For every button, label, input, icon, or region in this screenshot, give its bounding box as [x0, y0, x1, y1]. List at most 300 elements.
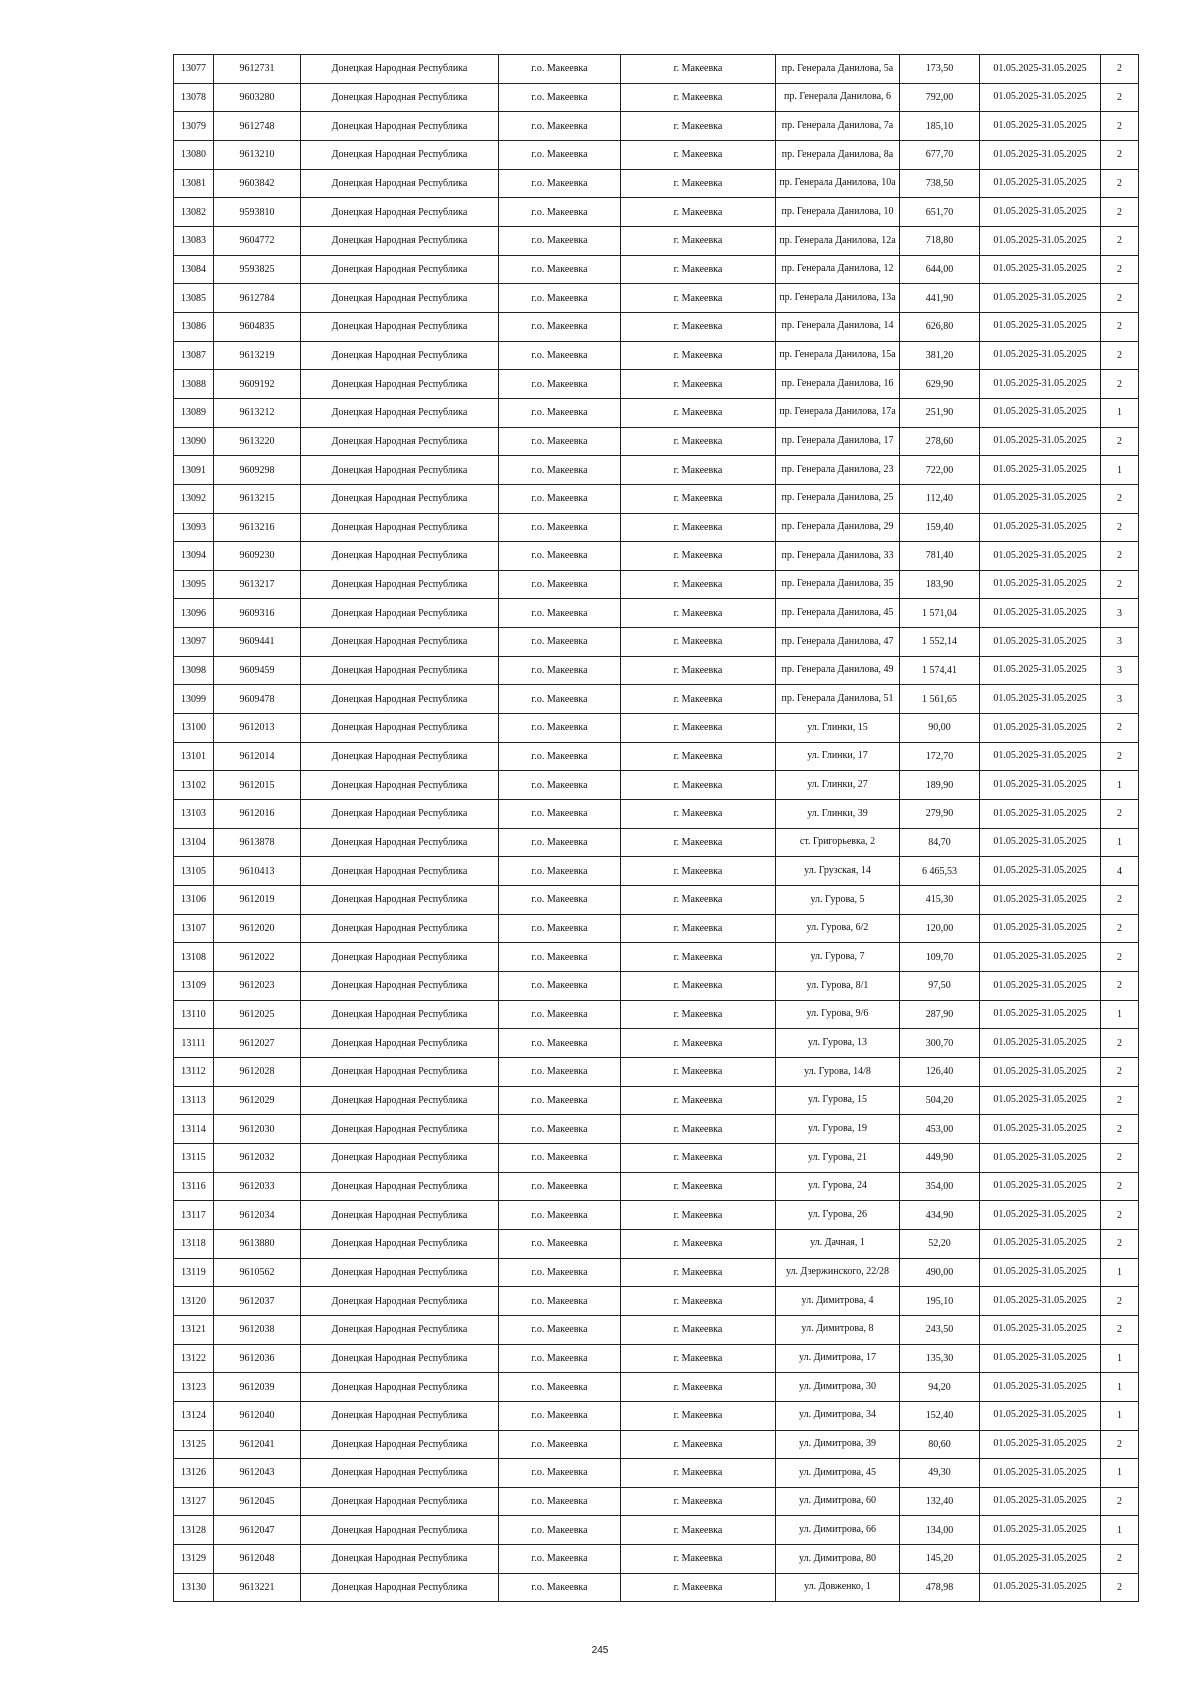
object-id-cell: 9612043 [214, 1459, 301, 1488]
table-row [174, 112, 1139, 141]
area-cell: 97,50 [900, 972, 980, 1001]
address-cell: ул. Дачная, 1 [776, 1229, 900, 1258]
address-cell: пр. Генерала Данилова, 49 [776, 656, 900, 685]
area-cell: 738,50 [900, 169, 980, 198]
region-cell: Донецкая Народная Республика [301, 857, 499, 886]
district-cell: г.о. Макеевка [499, 1172, 621, 1201]
category-cell: 2 [1101, 1201, 1139, 1230]
district-cell: г.о. Макеевка [499, 542, 621, 571]
row-number-cell: 13102 [174, 771, 214, 800]
city-cell: г. Макеевка [621, 828, 776, 857]
period-cell: 01.05.2025-31.05.2025 [980, 1000, 1101, 1029]
address-cell: пр. Генерала Данилова, 16 [776, 370, 900, 399]
area-cell: 135,30 [900, 1344, 980, 1373]
district-cell: г.о. Макеевка [499, 1057, 621, 1086]
table-row [174, 1373, 1139, 1402]
district-cell: г.о. Макеевка [499, 398, 621, 427]
registry-table [173, 54, 1139, 1602]
period-cell: 01.05.2025-31.05.2025 [980, 1029, 1101, 1058]
address-cell: пр. Генерала Данилова, 45 [776, 599, 900, 628]
row-number-cell: 13084 [174, 255, 214, 284]
row-number-cell: 13103 [174, 800, 214, 829]
region-cell: Донецкая Народная Республика [301, 1258, 499, 1287]
district-cell: г.о. Макеевка [499, 857, 621, 886]
category-cell: 1 [1101, 1344, 1139, 1373]
region-cell: Донецкая Народная Республика [301, 255, 499, 284]
period-cell: 01.05.2025-31.05.2025 [980, 1115, 1101, 1144]
region-cell: Донецкая Народная Республика [301, 513, 499, 542]
table-row [174, 570, 1139, 599]
address-cell: ул. Димитрова, 17 [776, 1344, 900, 1373]
table-row [174, 914, 1139, 943]
category-cell: 2 [1101, 914, 1139, 943]
row-number-cell: 13121 [174, 1315, 214, 1344]
district-cell: г.о. Макеевка [499, 140, 621, 169]
region-cell: Донецкая Народная Республика [301, 284, 499, 313]
category-cell: 2 [1101, 226, 1139, 255]
object-id-cell: 9612022 [214, 943, 301, 972]
category-cell: 3 [1101, 656, 1139, 685]
city-cell: г. Макеевка [621, 112, 776, 141]
area-cell: 287,90 [900, 1000, 980, 1029]
district-cell: г.о. Макеевка [499, 226, 621, 255]
area-cell: 112,40 [900, 484, 980, 513]
table-row [174, 1143, 1139, 1172]
row-number-cell: 13117 [174, 1201, 214, 1230]
city-cell: г. Макеевка [621, 1143, 776, 1172]
object-id-cell: 9612033 [214, 1172, 301, 1201]
district-cell: г.о. Макеевка [499, 628, 621, 657]
city-cell: г. Макеевка [621, 1344, 776, 1373]
district-cell: г.о. Макеевка [499, 599, 621, 628]
city-cell: г. Макеевка [621, 656, 776, 685]
district-cell: г.о. Макеевка [499, 284, 621, 313]
area-cell: 626,80 [900, 312, 980, 341]
region-cell: Донецкая Народная Республика [301, 427, 499, 456]
district-cell: г.о. Макеевка [499, 800, 621, 829]
area-cell: 504,20 [900, 1086, 980, 1115]
table-row [174, 1516, 1139, 1545]
area-cell: 354,00 [900, 1172, 980, 1201]
region-cell: Донецкая Народная Республика [301, 914, 499, 943]
category-cell: 1 [1101, 771, 1139, 800]
row-number-cell: 13108 [174, 943, 214, 972]
city-cell: г. Макеевка [621, 800, 776, 829]
period-cell: 01.05.2025-31.05.2025 [980, 914, 1101, 943]
row-number-cell: 13118 [174, 1229, 214, 1258]
row-number-cell: 13109 [174, 972, 214, 1001]
table-row [174, 656, 1139, 685]
region-cell: Донецкая Народная Республика [301, 542, 499, 571]
row-number-cell: 13114 [174, 1115, 214, 1144]
district-cell: г.о. Макеевка [499, 427, 621, 456]
address-cell: ул. Глинки, 15 [776, 714, 900, 743]
district-cell: г.о. Макеевка [499, 55, 621, 84]
area-cell: 1 571,04 [900, 599, 980, 628]
category-cell: 2 [1101, 55, 1139, 84]
address-cell: ул. Гурова, 9/6 [776, 1000, 900, 1029]
category-cell: 1 [1101, 1459, 1139, 1488]
address-cell: пр. Генерала Данилова, 12а [776, 226, 900, 255]
district-cell: г.о. Макеевка [499, 943, 621, 972]
region-cell: Донецкая Народная Республика [301, 1201, 499, 1230]
address-cell: пр. Генерала Данилова, 5а [776, 55, 900, 84]
address-cell: пр. Генерала Данилова, 7а [776, 112, 900, 141]
area-cell: 629,90 [900, 370, 980, 399]
row-number-cell: 13125 [174, 1430, 214, 1459]
table-body [174, 55, 1139, 1602]
area-cell: 145,20 [900, 1545, 980, 1574]
area-cell: 80,60 [900, 1430, 980, 1459]
district-cell: г.о. Макеевка [499, 1029, 621, 1058]
object-id-cell: 9612748 [214, 112, 301, 141]
table-row [174, 1029, 1139, 1058]
row-number-cell: 13082 [174, 198, 214, 227]
category-cell: 1 [1101, 1000, 1139, 1029]
table-row [174, 771, 1139, 800]
address-cell: ул. Гурова, 15 [776, 1086, 900, 1115]
area-cell: 415,30 [900, 886, 980, 915]
region-cell: Донецкая Народная Республика [301, 1373, 499, 1402]
district-cell: г.о. Макеевка [499, 1143, 621, 1172]
city-cell: г. Макеевка [621, 83, 776, 112]
table-row [174, 943, 1139, 972]
table-row [174, 1459, 1139, 1488]
area-cell: 94,20 [900, 1373, 980, 1402]
area-cell: 453,00 [900, 1115, 980, 1144]
table-row [174, 1086, 1139, 1115]
category-cell: 2 [1101, 742, 1139, 771]
district-cell: г.о. Макеевка [499, 456, 621, 485]
period-cell: 01.05.2025-31.05.2025 [980, 312, 1101, 341]
region-cell: Донецкая Народная Республика [301, 1430, 499, 1459]
category-cell: 2 [1101, 83, 1139, 112]
row-number-cell: 13077 [174, 55, 214, 84]
district-cell: г.о. Макеевка [499, 1516, 621, 1545]
area-cell: 109,70 [900, 943, 980, 972]
area-cell: 49,30 [900, 1459, 980, 1488]
category-cell: 2 [1101, 1115, 1139, 1144]
category-cell: 3 [1101, 685, 1139, 714]
address-cell: ул. Глинки, 17 [776, 742, 900, 771]
region-cell: Донецкая Народная Республика [301, 1344, 499, 1373]
region-cell: Донецкая Народная Республика [301, 456, 499, 485]
object-id-cell: 9593810 [214, 198, 301, 227]
category-cell: 2 [1101, 1487, 1139, 1516]
city-cell: г. Макеевка [621, 341, 776, 370]
city-cell: г. Макеевка [621, 456, 776, 485]
row-number-cell: 13120 [174, 1287, 214, 1316]
object-id-cell: 9603842 [214, 169, 301, 198]
region-cell: Донецкая Народная Республика [301, 83, 499, 112]
address-cell: ул. Гурова, 24 [776, 1172, 900, 1201]
region-cell: Донецкая Народная Республика [301, 1229, 499, 1258]
district-cell: г.о. Макеевка [499, 83, 621, 112]
object-id-cell: 9613210 [214, 140, 301, 169]
address-cell: пр. Генерала Данилова, 47 [776, 628, 900, 657]
period-cell: 01.05.2025-31.05.2025 [980, 628, 1101, 657]
city-cell: г. Макеевка [621, 685, 776, 714]
city-cell: г. Макеевка [621, 1000, 776, 1029]
area-cell: 644,00 [900, 255, 980, 284]
object-id-cell: 9612025 [214, 1000, 301, 1029]
city-cell: г. Макеевка [621, 943, 776, 972]
object-id-cell: 9613221 [214, 1573, 301, 1602]
row-number-cell: 13126 [174, 1459, 214, 1488]
city-cell: г. Макеевка [621, 484, 776, 513]
object-id-cell: 9604835 [214, 312, 301, 341]
object-id-cell: 9612040 [214, 1401, 301, 1430]
address-cell: ул. Димитрова, 4 [776, 1287, 900, 1316]
address-cell: ул. Димитрова, 45 [776, 1459, 900, 1488]
row-number-cell: 13112 [174, 1057, 214, 1086]
row-number-cell: 13123 [174, 1373, 214, 1402]
row-number-cell: 13086 [174, 312, 214, 341]
period-cell: 01.05.2025-31.05.2025 [980, 226, 1101, 255]
row-number-cell: 13113 [174, 1086, 214, 1115]
category-cell: 2 [1101, 1315, 1139, 1344]
period-cell: 01.05.2025-31.05.2025 [980, 1258, 1101, 1287]
region-cell: Донецкая Народная Республика [301, 169, 499, 198]
city-cell: г. Макеевка [621, 513, 776, 542]
period-cell: 01.05.2025-31.05.2025 [980, 169, 1101, 198]
object-id-cell: 9613220 [214, 427, 301, 456]
row-number-cell: 13119 [174, 1258, 214, 1287]
category-cell: 1 [1101, 1401, 1139, 1430]
table-row [174, 255, 1139, 284]
region-cell: Донецкая Народная Республика [301, 398, 499, 427]
area-cell: 189,90 [900, 771, 980, 800]
category-cell: 2 [1101, 1143, 1139, 1172]
city-cell: г. Макеевка [621, 742, 776, 771]
region-cell: Донецкая Народная Республика [301, 656, 499, 685]
row-number-cell: 13089 [174, 398, 214, 427]
period-cell: 01.05.2025-31.05.2025 [980, 1229, 1101, 1258]
period-cell: 01.05.2025-31.05.2025 [980, 1545, 1101, 1574]
row-number-cell: 13111 [174, 1029, 214, 1058]
region-cell: Донецкая Народная Республика [301, 1172, 499, 1201]
period-cell: 01.05.2025-31.05.2025 [980, 1172, 1101, 1201]
category-cell: 2 [1101, 1573, 1139, 1602]
table-row [174, 800, 1139, 829]
object-id-cell: 9613880 [214, 1229, 301, 1258]
object-id-cell: 9612014 [214, 742, 301, 771]
object-id-cell: 9603280 [214, 83, 301, 112]
city-cell: г. Макеевка [621, 312, 776, 341]
table-row [174, 542, 1139, 571]
period-cell: 01.05.2025-31.05.2025 [980, 55, 1101, 84]
area-cell: 120,00 [900, 914, 980, 943]
row-number-cell: 13122 [174, 1344, 214, 1373]
city-cell: г. Макеевка [621, 1229, 776, 1258]
region-cell: Донецкая Народная Республика [301, 943, 499, 972]
district-cell: г.о. Макеевка [499, 1000, 621, 1029]
city-cell: г. Макеевка [621, 284, 776, 313]
category-cell: 2 [1101, 714, 1139, 743]
city-cell: г. Макеевка [621, 1201, 776, 1230]
region-cell: Донецкая Народная Республика [301, 599, 499, 628]
table-row [174, 484, 1139, 513]
period-cell: 01.05.2025-31.05.2025 [980, 1401, 1101, 1430]
address-cell: пр. Генерала Данилова, 15а [776, 341, 900, 370]
address-cell: пр. Генерала Данилова, 6 [776, 83, 900, 112]
area-cell: 52,20 [900, 1229, 980, 1258]
area-cell: 251,90 [900, 398, 980, 427]
area-cell: 278,60 [900, 427, 980, 456]
region-cell: Донецкая Народная Республика [301, 570, 499, 599]
city-cell: г. Макеевка [621, 1401, 776, 1430]
city-cell: г. Макеевка [621, 398, 776, 427]
table-row [174, 1401, 1139, 1430]
object-id-cell: 9612027 [214, 1029, 301, 1058]
address-cell: пр. Генерала Данилова, 29 [776, 513, 900, 542]
row-number-cell: 13127 [174, 1487, 214, 1516]
object-id-cell: 9612019 [214, 886, 301, 915]
district-cell: г.о. Макеевка [499, 1287, 621, 1316]
period-cell: 01.05.2025-31.05.2025 [980, 1057, 1101, 1086]
region-cell: Донецкая Народная Республика [301, 1115, 499, 1144]
address-cell: ул. Гурова, 26 [776, 1201, 900, 1230]
page-number: 245 [591, 1645, 609, 1656]
region-cell: Донецкая Народная Республика [301, 55, 499, 84]
object-id-cell: 9609316 [214, 599, 301, 628]
row-number-cell: 13116 [174, 1172, 214, 1201]
row-number-cell: 13093 [174, 513, 214, 542]
row-number-cell: 13110 [174, 1000, 214, 1029]
address-cell: пр. Генерала Данилова, 13а [776, 284, 900, 313]
category-cell: 1 [1101, 1258, 1139, 1287]
object-id-cell: 9610413 [214, 857, 301, 886]
area-cell: 152,40 [900, 1401, 980, 1430]
address-cell: ст. Григорьевка, 2 [776, 828, 900, 857]
area-cell: 478,98 [900, 1573, 980, 1602]
table-row [174, 628, 1139, 657]
period-cell: 01.05.2025-31.05.2025 [980, 800, 1101, 829]
district-cell: г.о. Макеевка [499, 112, 621, 141]
region-cell: Донецкая Народная Республика [301, 714, 499, 743]
district-cell: г.о. Макеевка [499, 341, 621, 370]
district-cell: г.о. Макеевка [499, 1201, 621, 1230]
row-number-cell: 13115 [174, 1143, 214, 1172]
city-cell: г. Макеевка [621, 255, 776, 284]
area-cell: 195,10 [900, 1287, 980, 1316]
category-cell: 2 [1101, 255, 1139, 284]
row-number-cell: 13099 [174, 685, 214, 714]
object-id-cell: 9612037 [214, 1287, 301, 1316]
table-row [174, 1430, 1139, 1459]
district-cell: г.о. Макеевка [499, 370, 621, 399]
category-cell: 2 [1101, 198, 1139, 227]
period-cell: 01.05.2025-31.05.2025 [980, 828, 1101, 857]
address-cell: ул. Димитрова, 30 [776, 1373, 900, 1402]
district-cell: г.о. Макеевка [499, 972, 621, 1001]
table-row [174, 198, 1139, 227]
row-number-cell: 13087 [174, 341, 214, 370]
row-number-cell: 13106 [174, 886, 214, 915]
area-cell: 183,90 [900, 570, 980, 599]
city-cell: г. Макеевка [621, 570, 776, 599]
region-cell: Донецкая Народная Республика [301, 1029, 499, 1058]
area-cell: 126,40 [900, 1057, 980, 1086]
area-cell: 173,50 [900, 55, 980, 84]
object-id-cell: 9612029 [214, 1086, 301, 1115]
period-cell: 01.05.2025-31.05.2025 [980, 112, 1101, 141]
object-id-cell: 9612731 [214, 55, 301, 84]
district-cell: г.о. Макеевка [499, 742, 621, 771]
category-cell: 2 [1101, 972, 1139, 1001]
address-cell: пр. Генерала Данилова, 8а [776, 140, 900, 169]
period-cell: 01.05.2025-31.05.2025 [980, 685, 1101, 714]
table-row [174, 714, 1139, 743]
area-cell: 1 552,14 [900, 628, 980, 657]
category-cell: 4 [1101, 857, 1139, 886]
table-row [174, 1573, 1139, 1602]
address-cell: ул. Довженко, 1 [776, 1573, 900, 1602]
address-cell: ул. Гурова, 14/8 [776, 1057, 900, 1086]
region-cell: Донецкая Народная Республика [301, 1057, 499, 1086]
area-cell: 718,80 [900, 226, 980, 255]
row-number-cell: 13092 [174, 484, 214, 513]
period-cell: 01.05.2025-31.05.2025 [980, 972, 1101, 1001]
city-cell: г. Макеевка [621, 914, 776, 943]
city-cell: г. Макеевка [621, 1315, 776, 1344]
object-id-cell: 9612047 [214, 1516, 301, 1545]
object-id-cell: 9613212 [214, 398, 301, 427]
address-cell: ул. Гурова, 19 [776, 1115, 900, 1144]
period-cell: 01.05.2025-31.05.2025 [980, 140, 1101, 169]
table-row [174, 685, 1139, 714]
district-cell: г.о. Макеевка [499, 1315, 621, 1344]
table-row [174, 341, 1139, 370]
district-cell: г.о. Макеевка [499, 1459, 621, 1488]
period-cell: 01.05.2025-31.05.2025 [980, 1086, 1101, 1115]
period-cell: 01.05.2025-31.05.2025 [980, 370, 1101, 399]
period-cell: 01.05.2025-31.05.2025 [980, 484, 1101, 513]
object-id-cell: 9609478 [214, 685, 301, 714]
address-cell: ул. Димитрова, 39 [776, 1430, 900, 1459]
city-cell: г. Макеевка [621, 198, 776, 227]
object-id-cell: 9612016 [214, 800, 301, 829]
region-cell: Донецкая Народная Республика [301, 341, 499, 370]
category-cell: 2 [1101, 1545, 1139, 1574]
address-cell: ул. Гурова, 13 [776, 1029, 900, 1058]
area-cell: 490,00 [900, 1258, 980, 1287]
area-cell: 434,90 [900, 1201, 980, 1230]
region-cell: Донецкая Народная Республика [301, 370, 499, 399]
area-cell: 441,90 [900, 284, 980, 313]
city-cell: г. Макеевка [621, 542, 776, 571]
address-cell: ул. Гурова, 6/2 [776, 914, 900, 943]
city-cell: г. Макеевка [621, 1115, 776, 1144]
category-cell: 1 [1101, 828, 1139, 857]
row-number-cell: 13079 [174, 112, 214, 141]
region-cell: Донецкая Народная Республика [301, 112, 499, 141]
period-cell: 01.05.2025-31.05.2025 [980, 1573, 1101, 1602]
city-cell: г. Макеевка [621, 1172, 776, 1201]
category-cell: 2 [1101, 1287, 1139, 1316]
period-cell: 01.05.2025-31.05.2025 [980, 886, 1101, 915]
region-cell: Донецкая Народная Республика [301, 1315, 499, 1344]
row-number-cell: 13101 [174, 742, 214, 771]
period-cell: 01.05.2025-31.05.2025 [980, 570, 1101, 599]
row-number-cell: 13088 [174, 370, 214, 399]
area-cell: 722,00 [900, 456, 980, 485]
row-number-cell: 13104 [174, 828, 214, 857]
city-cell: г. Макеевка [621, 1545, 776, 1574]
object-id-cell: 9612048 [214, 1545, 301, 1574]
object-id-cell: 9612013 [214, 714, 301, 743]
object-id-cell: 9610562 [214, 1258, 301, 1287]
